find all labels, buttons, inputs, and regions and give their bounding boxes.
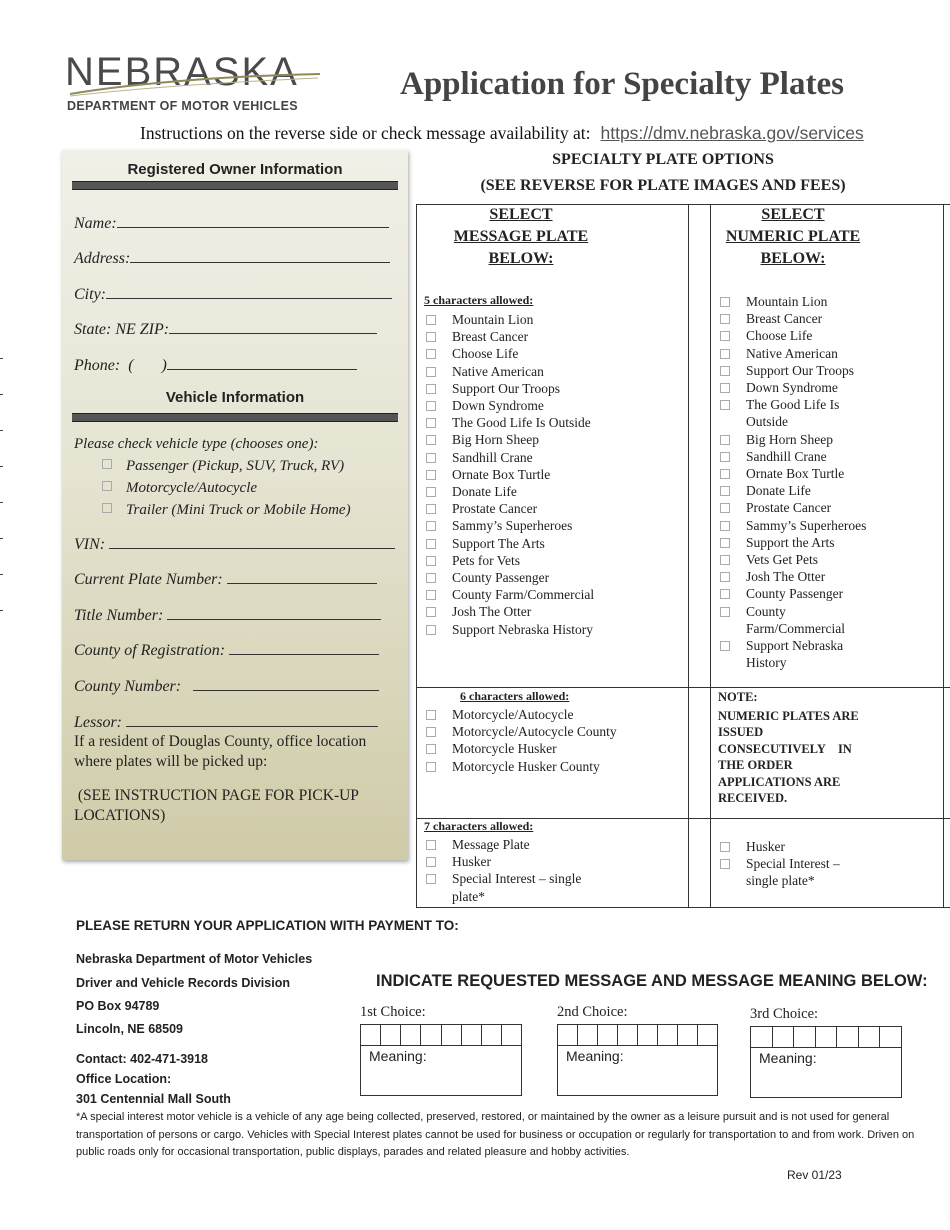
message-plate-option[interactable]: [424, 311, 686, 328]
county-registration-label: County of Registration:: [74, 642, 226, 659]
address-label: Address:: [74, 250, 131, 267]
message-plate-option[interactable]: [424, 603, 686, 620]
option-label: Support Nebraska History: [746, 638, 844, 671]
message-plate-option[interactable]: [424, 449, 686, 466]
choice-3-label: 3rd Choice:: [750, 1006, 819, 1022]
message-plate-option[interactable]: [424, 466, 686, 483]
message-plate-option[interactable]: [424, 586, 686, 603]
checkbox-icon[interactable]: [720, 314, 730, 324]
address-line: Nebraska Department of Motor Vehicles: [76, 952, 313, 966]
section-divider: [72, 413, 398, 422]
checkbox-icon[interactable]: [720, 452, 730, 462]
option-label: Message Plate: [452, 837, 530, 852]
checkbox-icon[interactable]: [720, 521, 730, 531]
vehicle-type-prompt: Please check vehicle type (chooses one):: [74, 436, 319, 452]
vin-field[interactable]: [74, 534, 395, 554]
options-title: SPECIALTY PLATE OPTIONS: [552, 151, 774, 168]
title-number-field[interactable]: [74, 605, 381, 625]
checkbox-icon[interactable]: [426, 556, 436, 566]
numeric-plate-list: [718, 293, 868, 671]
five-char-message-list: [424, 311, 686, 638]
option-label: Down Syndrome: [452, 398, 544, 414]
option-label: Sandhill Crane: [452, 449, 533, 465]
checkbox-icon[interactable]: [720, 366, 730, 376]
seven-char-label: 7 characters allowed:: [424, 819, 534, 833]
checkbox-icon[interactable]: [426, 710, 436, 720]
douglas-county-note: If a resident of Douglas County, office location where plates will be picked up:: [74, 733, 367, 770]
option-label: Vets Get Pets: [746, 552, 818, 568]
table-border: [416, 204, 417, 908]
services-link[interactable]: https://dmv.nebraska.gov/services: [600, 123, 864, 143]
option-label: Sammy’s Superheroes: [746, 517, 867, 533]
checkbox-icon[interactable]: [426, 367, 436, 377]
vehicle-type-motorcycle[interactable]: [102, 480, 257, 497]
numeric-plate-option[interactable]: [718, 534, 868, 551]
option-label: Husker: [452, 854, 491, 870]
message-plate-option[interactable]: [424, 740, 684, 757]
option-label: Special Interest – single plate*: [452, 871, 582, 904]
message-plate-option[interactable]: [424, 414, 686, 431]
message-plate-header: [416, 204, 626, 270]
checkbox-icon[interactable]: [426, 573, 436, 583]
checkbox-icon[interactable]: [720, 503, 730, 513]
message-plate-option[interactable]: [424, 345, 686, 362]
current-plate-label: Current Plate Number:: [74, 571, 223, 588]
numeric-plate-option[interactable]: [718, 293, 868, 310]
note-label: NOTE:: [718, 690, 758, 704]
option-label: Josh The Otter: [746, 569, 826, 585]
numeric-plate-option[interactable]: [718, 585, 868, 602]
checkbox-icon[interactable]: [426, 727, 436, 737]
option-label: The Good Life Is Outside: [746, 397, 840, 430]
city-label: City:: [74, 286, 106, 303]
vehicle-type-passenger[interactable]: [102, 458, 344, 475]
seven-char-numeric-list: [718, 838, 868, 890]
numeric-plate-header: [710, 204, 876, 270]
message-plate-option[interactable]: [424, 569, 686, 586]
checkbox-icon[interactable]: [720, 349, 730, 359]
header-line: SELECT: [761, 206, 825, 223]
option-label: Breast Cancer: [746, 311, 823, 327]
checkbox-icon[interactable]: [720, 435, 730, 445]
checkbox-icon[interactable]: [426, 315, 436, 325]
option-label: Support The Arts: [452, 535, 545, 551]
choice-1-cells[interactable]: [361, 1025, 521, 1046]
checkbox-icon[interactable]: [720, 400, 730, 410]
checkbox-icon[interactable]: [720, 589, 730, 599]
numeric-plate-option[interactable]: [718, 482, 868, 499]
message-plate-option[interactable]: [424, 723, 684, 740]
checkbox-icon[interactable]: [720, 383, 730, 393]
numeric-plate-option[interactable]: [718, 345, 868, 362]
vehicle-type-label: Passenger (Pickup, SUV, Truck, RV): [126, 458, 345, 474]
option-label: Ornate Box Turtle: [746, 466, 845, 482]
numeric-plate-option[interactable]: [718, 448, 868, 465]
address-line: PO Box 94789: [76, 999, 160, 1013]
vehicle-type-label: Trailer (Mini Truck or Mobile Home): [126, 502, 351, 518]
six-char-label: 6 characters allowed:: [460, 689, 570, 703]
contact-line: Contact: 402-471-3918: [76, 1052, 209, 1066]
option-label: Motorcycle Husker: [452, 741, 557, 757]
header-line: BELOW:: [760, 250, 826, 267]
margin-tick: [0, 538, 3, 539]
checkbox-icon[interactable]: [426, 487, 436, 497]
instructions-text: Instructions on the reverse side or check message availability at:: [140, 123, 591, 143]
owner-vehicle-panel: [62, 150, 408, 860]
margin-tick: [0, 574, 3, 575]
option-label: Support the Arts: [746, 534, 835, 550]
numeric-plate-option[interactable]: [718, 327, 868, 344]
address-field[interactable]: [74, 248, 390, 268]
margin-tick: [0, 610, 3, 611]
numeric-note: [718, 689, 868, 807]
option-label: Support Our Troops: [746, 362, 855, 378]
checkbox-icon[interactable]: [426, 384, 436, 394]
margin-tick: [0, 502, 3, 503]
numeric-plate-option[interactable]: [718, 431, 868, 448]
option-label: Big Horn Sheep: [746, 431, 833, 447]
message-plate-option[interactable]: [424, 500, 686, 517]
options-subtitle: (SEE REVERSE FOR PLATE IMAGES AND FEES): [480, 177, 846, 194]
address-line: Driver and Vehicle Records Division: [76, 976, 290, 990]
header-line: BELOW:: [488, 250, 554, 267]
option-label: County Farm/Commercial: [452, 587, 595, 603]
phone-label: Phone: ( ): [74, 357, 167, 374]
owner-heading: Registered Owner Information: [127, 161, 343, 178]
checkbox-icon[interactable]: [720, 538, 730, 548]
option-label: Sandhill Crane: [746, 448, 827, 464]
checkbox-icon[interactable]: [426, 521, 436, 531]
option-label: Support Our Troops: [452, 380, 561, 396]
five-char-label: 5 characters allowed:: [424, 293, 534, 307]
vehicle-heading: Vehicle Information: [165, 389, 305, 406]
option-label: Motorcycle/Autocycle County: [452, 724, 617, 740]
name-label: Name:: [74, 215, 117, 232]
option-label: County Passenger: [746, 586, 844, 602]
message-plate-option[interactable]: [424, 706, 684, 723]
header-line: SELECT: [489, 206, 553, 223]
table-border: [416, 907, 950, 908]
message-plate-option[interactable]: [424, 517, 686, 534]
option-label: Down Syndrome: [746, 380, 838, 396]
numeric-plate-option[interactable]: [718, 551, 868, 568]
checkbox-icon[interactable]: [426, 401, 436, 411]
checkbox-icon[interactable]: [426, 435, 436, 445]
choice-3-meaning[interactable]: Meaning:: [759, 1050, 817, 1066]
option-label: Prostate Cancer: [452, 501, 538, 517]
checkbox-icon[interactable]: [426, 625, 436, 635]
section-divider: [72, 181, 398, 190]
checkbox-icon[interactable]: [426, 857, 436, 867]
message-plate-option[interactable]: [424, 552, 686, 569]
special-interest-footnote: *A special interest motor vehicle is a vehicle of any age being collected, preserved, restored, or maintained by the owner as a leisure pursuit and is not used for general transportation of persons or cargo. Vehicles with Special Interest plates cannot be used for business or occupation or regularly for transportation to and from work. Driven on public roads only for occasional transportation, public displays, parades and related pleasure and hobby activities.: [76, 1111, 915, 1158]
checkbox-icon[interactable]: [102, 459, 112, 469]
six-char-message-list: [424, 706, 684, 775]
message-plate-option[interactable]: [424, 380, 686, 397]
option-label: Sammy’s Superheroes: [452, 518, 573, 534]
county-number-field[interactable]: [74, 676, 379, 696]
choice-2-label: 2nd Choice:: [557, 1004, 628, 1020]
numeric-plate-option[interactable]: [718, 379, 868, 396]
checkbox-icon[interactable]: [720, 331, 730, 341]
numeric-plate-option[interactable]: [718, 396, 868, 430]
option-label: Big Horn Sheep: [452, 432, 539, 448]
office-street: 301 Centennial Mall South: [76, 1092, 231, 1106]
logo-subtitle: DEPARTMENT OF MOTOR VEHICLES: [67, 99, 298, 113]
vin-label: VIN:: [74, 536, 106, 553]
option-label: Native American: [452, 363, 544, 379]
revision-label: Rev 01/23: [787, 1168, 842, 1182]
city-field[interactable]: [74, 284, 392, 304]
checkbox-icon[interactable]: [720, 486, 730, 496]
option-label: Support Nebraska History: [452, 621, 593, 637]
choice-3-cells[interactable]: [751, 1027, 901, 1048]
choice-2-meaning[interactable]: Meaning:: [566, 1048, 624, 1064]
margin-tick: [0, 466, 3, 467]
lessor-field[interactable]: [74, 712, 378, 732]
table-border: [710, 204, 711, 908]
checkbox-icon[interactable]: [426, 349, 436, 359]
checkbox-icon[interactable]: [720, 842, 730, 852]
header-line: NUMERIC PLATE: [725, 228, 861, 245]
checkbox-icon[interactable]: [102, 481, 112, 491]
phone-field[interactable]: [74, 355, 357, 375]
checkbox-icon[interactable]: [426, 840, 436, 850]
current-plate-field[interactable]: [74, 569, 377, 589]
option-label: Donate Life: [746, 483, 811, 499]
numeric-plate-option[interactable]: [718, 855, 868, 889]
message-plate-option[interactable]: [424, 397, 686, 414]
numeric-plate-option[interactable]: [718, 310, 868, 327]
vehicle-type-label: Motorcycle/Autocycle: [126, 480, 258, 496]
margin-tick: [0, 394, 3, 395]
seven-char-message-list: [424, 836, 604, 905]
option-label: Special Interest – single plate*: [746, 856, 840, 889]
office-label: Office Location:: [76, 1072, 172, 1086]
numeric-plate-option[interactable]: [718, 637, 868, 671]
option-label: Breast Cancer: [452, 329, 529, 345]
numeric-plate-option[interactable]: [718, 603, 868, 637]
message-plate-option[interactable]: [424, 328, 686, 345]
option-label: Donate Life: [452, 484, 517, 500]
state-zip-label: State: NE ZIP:: [74, 321, 170, 338]
option-label: Choose Life: [746, 328, 813, 344]
name-field[interactable]: [74, 213, 389, 233]
option-label: Mountain Lion: [746, 294, 828, 309]
choice-3-box[interactable]: [750, 1026, 902, 1098]
state-zip-field[interactable]: [74, 319, 377, 339]
page-title: Application for Specialty Plates: [400, 66, 844, 102]
choice-1-box[interactable]: [360, 1024, 522, 1096]
checkbox-icon[interactable]: [426, 762, 436, 772]
checkbox-icon[interactable]: [720, 555, 730, 565]
option-label: Motorcycle/Autocycle: [452, 707, 574, 722]
checkbox-icon[interactable]: [720, 641, 730, 651]
return-heading: PLEASE RETURN YOUR APPLICATION WITH PAYMENT TO:: [76, 918, 459, 933]
checkbox-icon[interactable]: [426, 539, 436, 549]
checkbox-icon[interactable]: [426, 418, 436, 428]
message-plate-option[interactable]: [424, 431, 686, 448]
message-plate-option[interactable]: [424, 363, 686, 380]
numeric-plate-option[interactable]: [718, 499, 868, 516]
message-plate-option[interactable]: [424, 758, 684, 775]
choice-2-cells[interactable]: [558, 1025, 717, 1046]
message-plate-option[interactable]: [424, 853, 604, 870]
lessor-label: Lessor:: [74, 714, 123, 731]
table-border: [943, 204, 944, 908]
checkbox-icon[interactable]: [426, 470, 436, 480]
checkbox-icon[interactable]: [720, 607, 730, 617]
title-number-label: Title Number:: [74, 607, 164, 624]
checkbox-icon[interactable]: [102, 503, 112, 513]
numeric-plate-option[interactable]: [718, 362, 868, 379]
county-registration-field[interactable]: [74, 640, 379, 660]
numeric-plate-option[interactable]: [718, 838, 868, 855]
message-plate-option[interactable]: [424, 836, 604, 853]
message-plate-option[interactable]: [424, 535, 686, 552]
note-text: NUMERIC PLATES ARE ISSUED CONSECUTIVELY IN THE ORDER APPLICATIONS ARE RECEIVED.: [718, 708, 862, 805]
checkbox-icon[interactable]: [720, 469, 730, 479]
checkbox-icon[interactable]: [426, 504, 436, 514]
vehicle-type-trailer[interactable]: [102, 502, 351, 519]
option-label: Motorcycle Husker County: [452, 758, 600, 774]
option-label: Native American: [746, 345, 838, 361]
county-number-label: County Number:: [74, 678, 182, 695]
checkbox-icon[interactable]: [426, 590, 436, 600]
checkbox-icon[interactable]: [426, 332, 436, 342]
option-label: Pets for Vets: [452, 552, 521, 568]
checkbox-icon[interactable]: [720, 572, 730, 582]
pickup-note: (SEE INSTRUCTION PAGE FOR PICK-UP LOCATIONS): [74, 787, 363, 824]
message-plate-option[interactable]: [424, 621, 686, 638]
header-line: MESSAGE PLATE: [453, 228, 589, 245]
option-label: Mountain Lion: [452, 312, 534, 327]
message-heading: INDICATE REQUESTED MESSAGE AND MESSAGE MEANING BELOW:: [376, 972, 928, 990]
checkbox-icon[interactable]: [426, 744, 436, 754]
logo-wordmark: NEBRASKA: [65, 50, 299, 94]
checkbox-icon[interactable]: [720, 859, 730, 869]
option-label: Josh The Otter: [452, 604, 532, 620]
checkbox-icon[interactable]: [426, 453, 436, 463]
margin-tick: [0, 358, 3, 359]
message-plate-option[interactable]: [424, 483, 686, 500]
choice-2-box[interactable]: [557, 1024, 718, 1096]
address-line: Lincoln, NE 68509: [76, 1022, 183, 1036]
margin-tick: [0, 430, 3, 431]
option-label: County Farm/Commercial: [746, 603, 845, 636]
option-label: The Good Life Is Outside: [452, 415, 591, 431]
checkbox-icon[interactable]: [720, 297, 730, 307]
option-label: Choose Life: [452, 346, 519, 362]
option-label: County Passenger: [452, 570, 550, 586]
choice-1-label: 1st Choice:: [360, 1004, 426, 1020]
message-plate-option[interactable]: [424, 870, 604, 904]
logo-swoosh-icon: [70, 62, 330, 102]
instructions-line: [140, 123, 864, 144]
option-label: Ornate Box Turtle: [452, 466, 551, 482]
numeric-plate-option[interactable]: [718, 517, 868, 534]
table-border: [688, 204, 689, 908]
numeric-plate-option[interactable]: [718, 465, 868, 482]
option-label: Prostate Cancer: [746, 500, 832, 516]
checkbox-icon[interactable]: [426, 874, 436, 884]
checkbox-icon[interactable]: [426, 607, 436, 617]
choice-1-meaning[interactable]: Meaning:: [369, 1048, 427, 1064]
table-row-divider: [416, 687, 950, 688]
option-label: Husker: [746, 839, 785, 854]
numeric-plate-option[interactable]: [718, 568, 868, 585]
